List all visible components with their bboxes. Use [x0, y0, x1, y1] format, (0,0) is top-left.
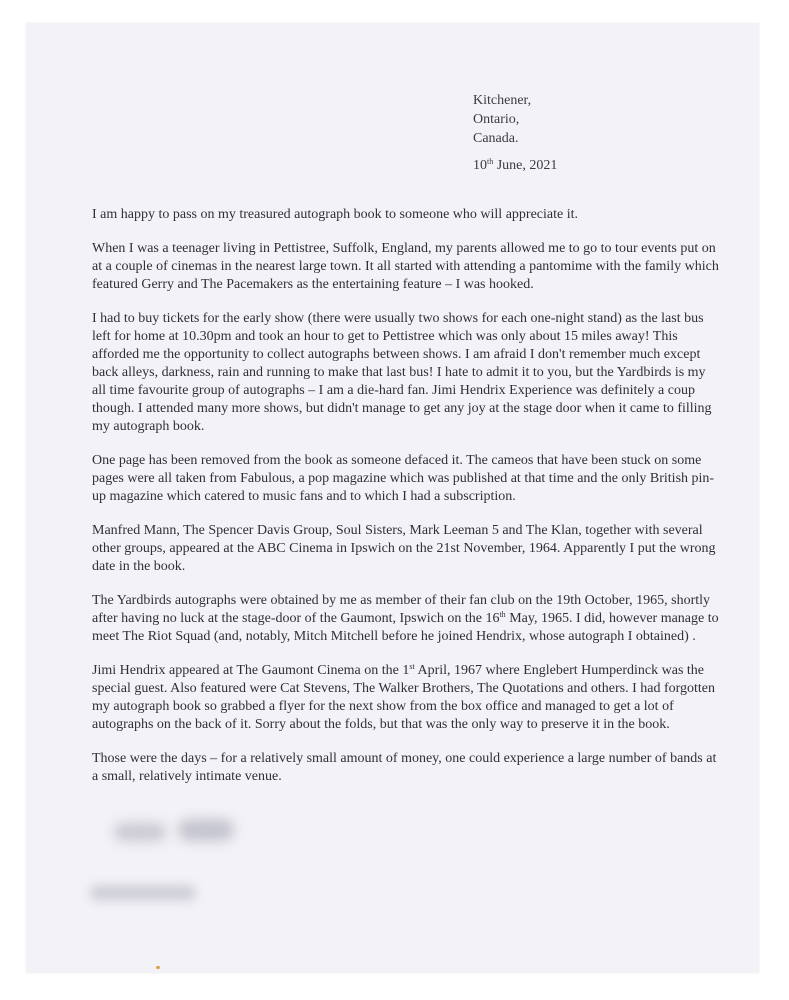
paragraph-hendrix — [92, 662, 722, 734]
paper-speck — [156, 966, 160, 969]
paragraph-removed-page: One page has been removed from the book as someone defaced it. The cameos that have been stuck on some pages were all taken from Fabulous, a pop magazine which was published at that time and the only British pin-up magazine which catered to music fans and to which I had a subscription. — [92, 453, 715, 504]
blurred-name — [90, 885, 196, 901]
paragraph-teenager: When I was a teenager living in Pettistree, Suffolk, England, my parents allowed me to go to tour events put on at a couple of cinemas in the nearest large town. It all started with attending a pantomime with the family which featured Gerry and The Pacemakers as the entertaining feature – I was hooked. — [92, 241, 719, 292]
letter-body — [92, 206, 722, 802]
hendrix-text-b: April, 1967 where Englebert Humperdinck was the special guest. Also featured were Cat Stevens, The Walker Brothers, The Quotations and others. I had forgotten my autograph book so grabbed a flyer for the next show from the box office and managed to get a lot of autographs on the back of it. Sorry about the folds, but that was the only way to preserve it in the book. — [92, 663, 716, 732]
yardbirds-text-a: The Yardbirds autographs were obtained by me as member of their fan club on the 19th October, 1965, shortly after having no luck at the stage-door of the Gaumont, Ipswich on the 16 — [92, 593, 711, 626]
letter-page — [26, 23, 759, 973]
paragraph-intro: I am happy to pass on my treasured autograph book to someone who will appreciate it. — [92, 207, 578, 222]
date-day-suffix: th — [487, 157, 494, 166]
date-day: 10 — [473, 158, 487, 173]
date-rest: June, 2021 — [493, 158, 558, 173]
address-line-city: Kitchener, — [473, 93, 532, 108]
blurred-signature — [106, 815, 246, 851]
yardbirds-text-b: May, 1965. I did, however manage to meet The Riot Squad (and, notably, Mitch Mitchell before he joined Hendrix, whose autograph I obtained) . — [92, 611, 719, 644]
yardbirds-ordinal: th — [499, 610, 506, 619]
paragraph-yardbirds — [92, 592, 722, 646]
hendrix-ordinal: st — [409, 662, 415, 671]
address-line-country: Canada. — [473, 131, 519, 146]
letter-date — [473, 157, 557, 174]
paragraph-abc-cinema: Manfred Mann, The Spencer Davis Group, Soul Sisters, Mark Leeman 5 and The Klan, together with several other groups, appeared at the ABC Cinema in Ipswich on the 21st November, 1964. Apparently I put the wrong date in the book. — [92, 523, 716, 574]
paragraph-those-days: Those were the days – for a relatively small amount of money, one could experience a large number of bands at a small, relatively intimate venue. — [92, 751, 717, 784]
signature-stroke — [178, 819, 234, 841]
sender-address — [473, 91, 531, 148]
paragraph-early-show: I had to buy tickets for the early show (there were usually two shows for each one-night stand) as the last bus left for home at 10.30pm and took an hour to get to Pettistree which was only about 15 miles away! This afforded me the opportunity to collect autographs between shows. I am afraid I don't remember much except back alleys, darkness, rain and running to make that last bus! I hate to admit it to you, but the Yardbirds is my all time favourite group of autographs – I am a die-hard fan. Jimi Hendrix Experience was definitely a coup though. I attended many more shows, but didn't manage to get any joy at the stage door when it came to filling my autograph book. — [92, 311, 712, 434]
hendrix-text-a: Jimi Hendrix appeared at The Gaumont Cinema on the 1 — [92, 663, 410, 678]
address-line-province: Ontario, — [473, 112, 520, 127]
signature-stroke — [114, 823, 166, 841]
